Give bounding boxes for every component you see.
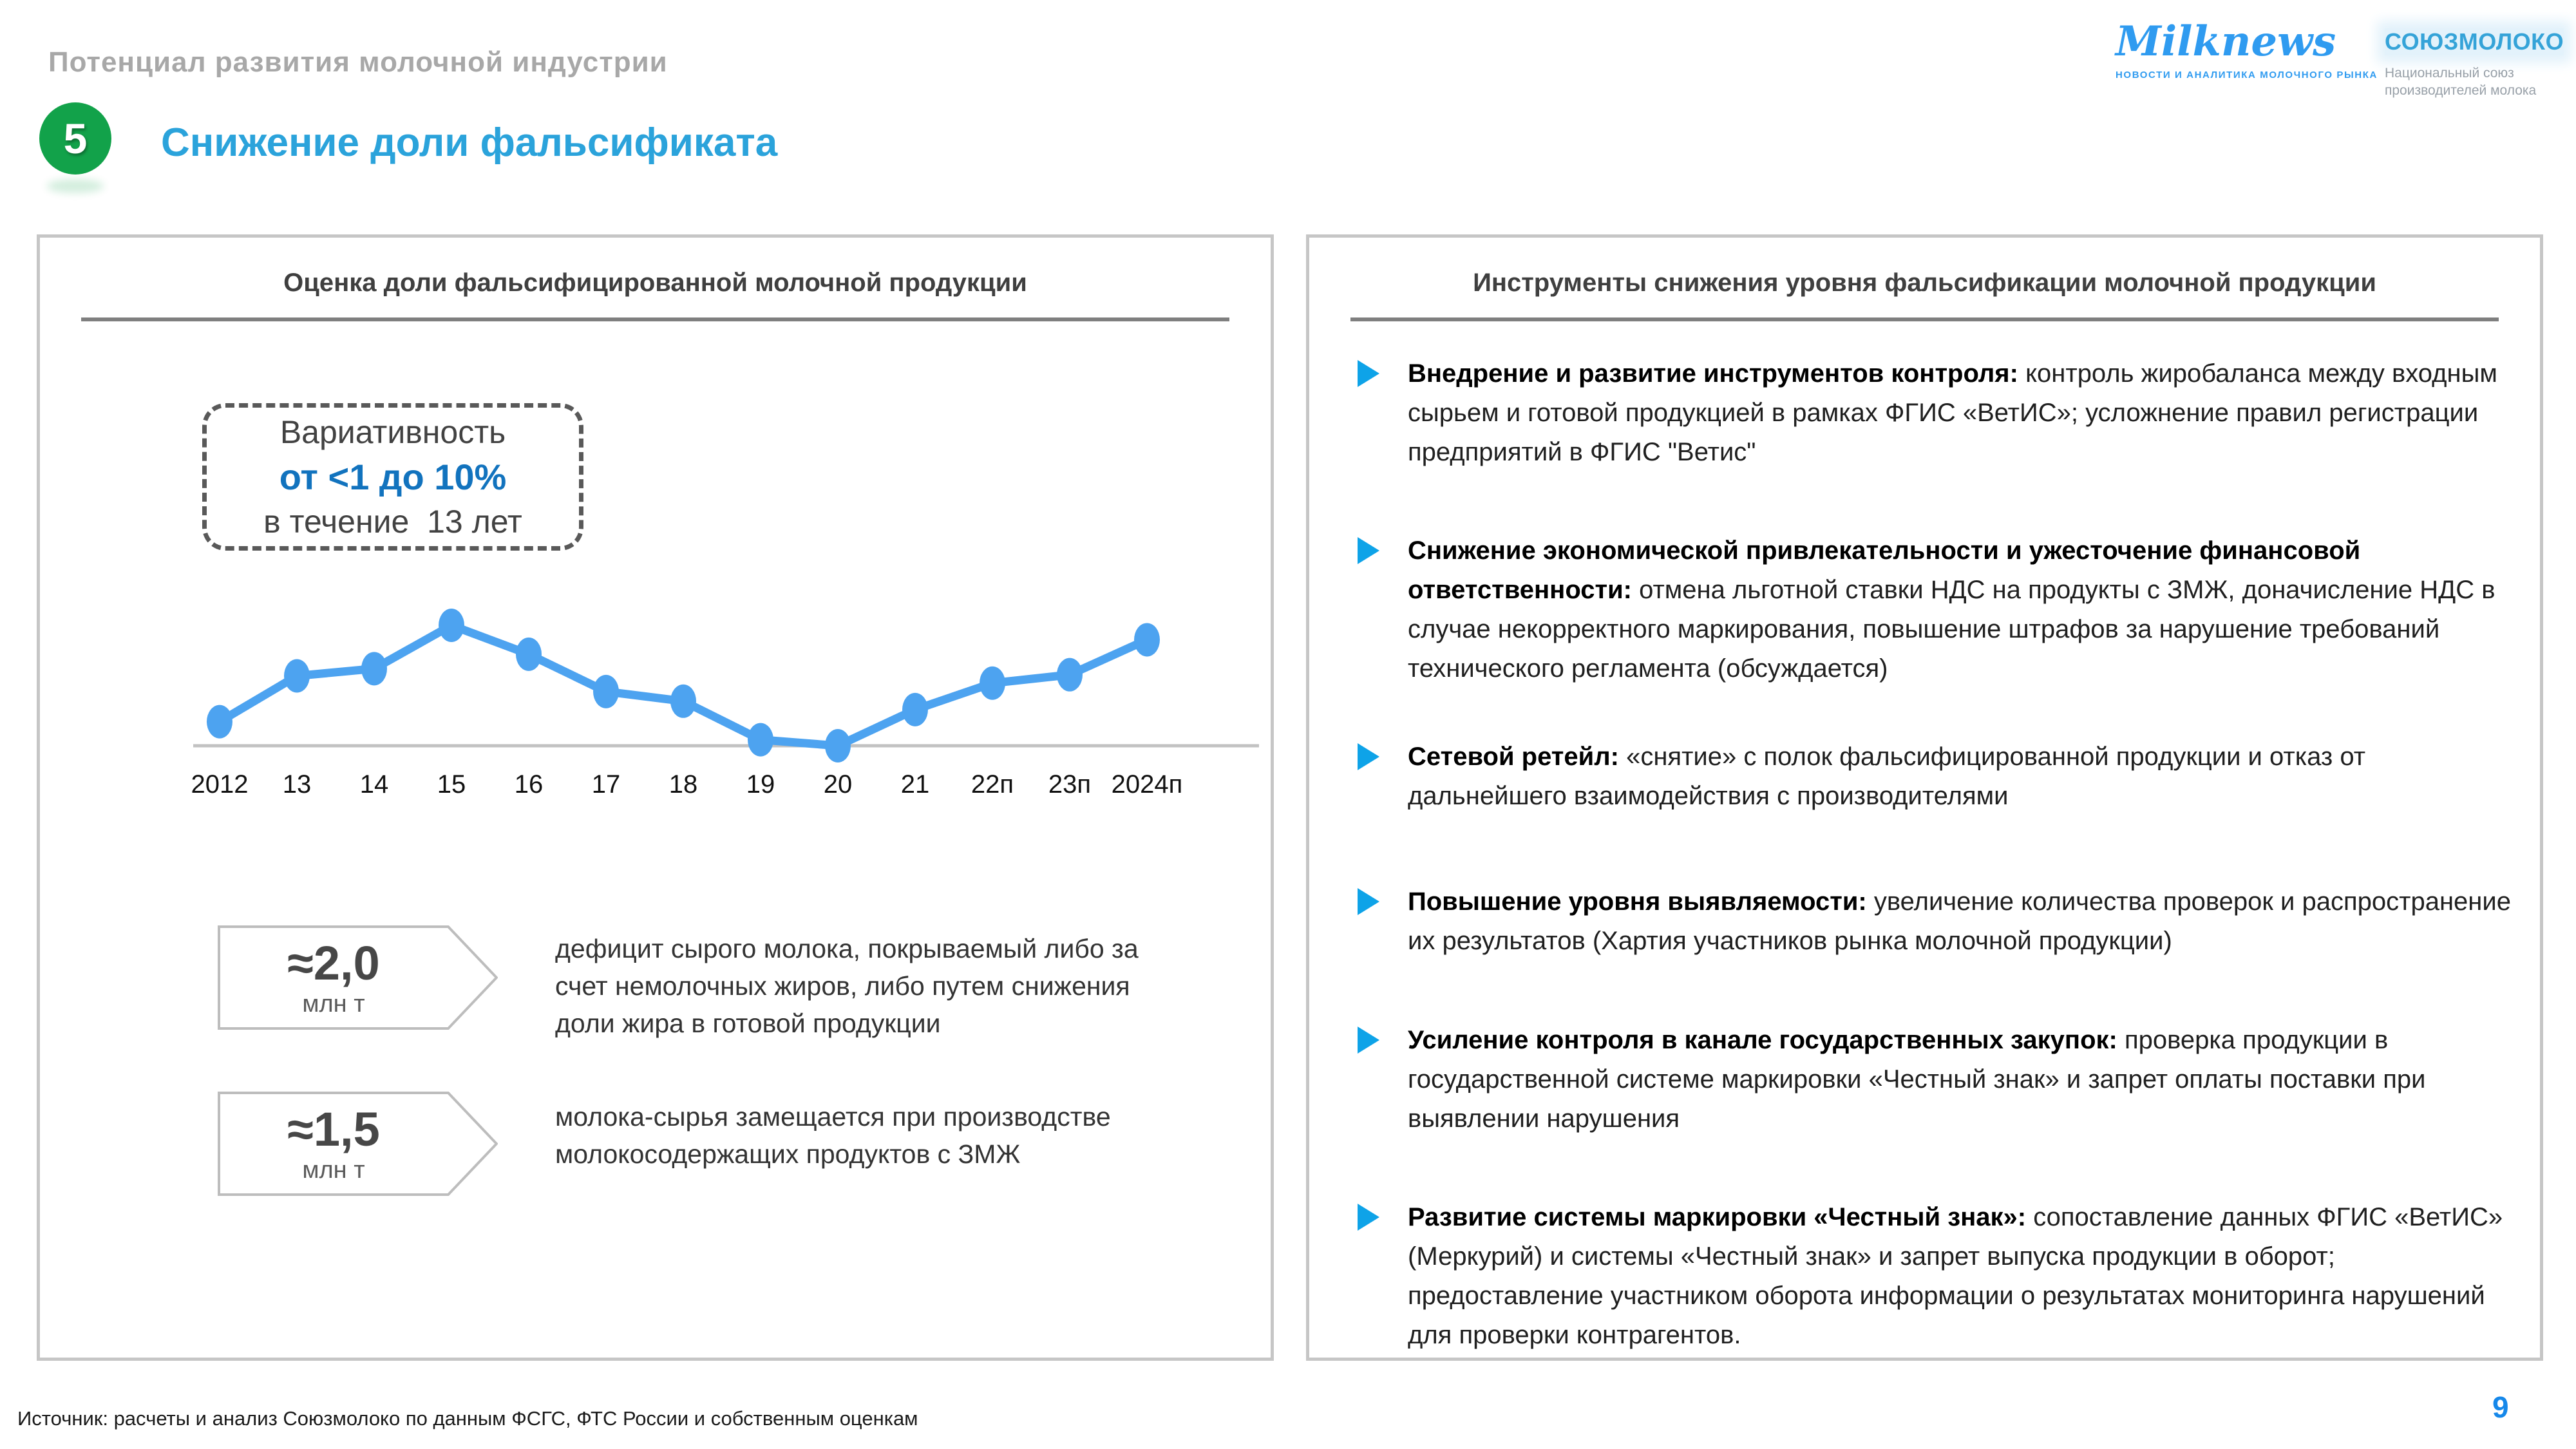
instrument-lead: Повышение уровня выявляемости: bbox=[1408, 887, 1867, 916]
chart-point-22п bbox=[980, 667, 1005, 700]
instrument-text bbox=[1408, 354, 2523, 472]
instrument-bullet bbox=[1358, 737, 2523, 816]
triangle-bullet-icon bbox=[1358, 537, 1379, 564]
source-note: Источник: расчеты и анализ Союзмолоко по данным ФСГС, ФТС России и собственным оценкам bbox=[17, 1407, 918, 1430]
left-panel-title: Оценка доли фальсифицированной молочной продукции bbox=[283, 269, 1027, 297]
instrument-detail: «снятие» с полок фальсифицированной продукции и отказ от дальнейшего взаимодействия с производителями bbox=[1408, 743, 2366, 810]
instrument-detail: увеличение количества проверок и распространение их результатов (Хартия участников рынка молочной продукции) bbox=[1408, 887, 2511, 955]
falsification-chart bbox=[40, 598, 1277, 817]
x-tick-label: 2012 bbox=[191, 770, 249, 799]
substitution-description: молока-сырья замещается при производстве молокосодержащих продуктов с ЗМЖ bbox=[555, 1102, 1111, 1169]
instrument-detail: контроль жиробаланса между входным сырьем и готовой продукцией в рамках ФГИС «ВетИС»; усложнение правил регистрации предприятий в ФГИС "Ветис" bbox=[1408, 359, 2497, 466]
substitution-value: ≈1,5 bbox=[287, 1102, 380, 1156]
instrument-lead: Усиление контроля в канале государственных закупок: bbox=[1408, 1026, 2117, 1054]
milknews-tagline: НОВОСТИ И АНАЛИТИКА МОЛОЧНОГО РЫНКА bbox=[2116, 70, 2378, 80]
instrument-detail: отмена льготной ставки НДС на продукты с ЗМЖ, доначисление НДС в случае некорректного маркирования, повышение штрафов за нарушение требований технического регламента (обсуждается) bbox=[1408, 576, 2496, 683]
soyuzmoloko-tagline-line1: Национальный союз bbox=[2385, 66, 2514, 80]
triangle-bullet-icon bbox=[1358, 1204, 1379, 1231]
chart-point-17 bbox=[593, 675, 619, 708]
instrument-text bbox=[1408, 737, 2523, 816]
instrument-lead: Снижение экономической привлекательности и ужесточение финансовой ответственности: bbox=[1408, 536, 2361, 604]
soyuzmoloko-logo bbox=[2385, 28, 2564, 99]
badge-reflection bbox=[47, 179, 104, 193]
x-tick-label: 21 bbox=[900, 770, 930, 799]
x-tick-label: 13 bbox=[282, 770, 312, 799]
deficit-description: дефицит сырого молока, покрываемый либо за счет немолочных жиров, либо путем снижения доли жира в готовой продукции bbox=[555, 934, 1139, 1038]
right-panel-divider bbox=[1350, 317, 2499, 321]
variability-period: в течение 13 лет bbox=[263, 504, 522, 540]
section-number-badge: 5 bbox=[39, 102, 111, 175]
slide-title: Снижение доли фальсификата bbox=[161, 120, 778, 165]
soyuzmoloko-wordmark: СОЮЗМОЛОКО bbox=[2385, 28, 2564, 55]
instrument-bullet bbox=[1358, 531, 2523, 688]
chart-point-14 bbox=[361, 652, 387, 685]
chart-point-20 bbox=[825, 729, 851, 762]
soyuzmoloko-tagline-line2: производителей молока bbox=[2385, 83, 2537, 98]
variability-callout-box bbox=[202, 403, 583, 551]
variability-range: от <1 до 10% bbox=[279, 457, 507, 497]
instruments-panel bbox=[1306, 234, 2543, 1361]
page-number: 9 bbox=[2492, 1390, 2509, 1424]
deficit-callout bbox=[218, 925, 498, 1030]
instrument-lead: Развитие системы маркировки «Честный знак»: bbox=[1408, 1203, 2027, 1231]
milknews-wordmark: Milknews bbox=[2116, 17, 2336, 66]
x-tick-label: 23п bbox=[1048, 770, 1092, 799]
left-panel-divider bbox=[81, 317, 1229, 321]
triangle-bullet-icon bbox=[1358, 888, 1379, 915]
chart-point-21 bbox=[902, 693, 928, 726]
triangle-bullet-icon bbox=[1358, 1027, 1379, 1054]
chart-point-23п bbox=[1057, 658, 1083, 692]
instrument-bullet bbox=[1358, 1021, 2523, 1139]
substitution-callout-content bbox=[218, 1092, 450, 1196]
deficit-unit: млн т bbox=[302, 990, 365, 1018]
x-tick-label: 20 bbox=[823, 770, 853, 799]
instrument-bullet bbox=[1358, 1198, 2523, 1355]
instrument-lead: Сетевой ретейл: bbox=[1408, 743, 1619, 771]
chart-point-19 bbox=[748, 723, 773, 757]
x-tick-label: 18 bbox=[668, 770, 698, 799]
deficit-value: ≈2,0 bbox=[287, 936, 380, 990]
chart-point-16 bbox=[516, 638, 542, 671]
instrument-detail: сопоставление данных ФГИС «ВетИС» (Меркурий) и системы «Честный знак» и запрет выпуска продукции в оборот; предоставление участником оборота информации о результатах мониторинга нарушений для проверки контрагентов. bbox=[1408, 1203, 2503, 1349]
triangle-bullet-icon bbox=[1358, 743, 1379, 770]
x-tick-label: 15 bbox=[437, 770, 466, 799]
x-tick-label: 19 bbox=[746, 770, 775, 799]
x-tick-label: 2024п bbox=[1111, 770, 1183, 799]
right-panel-title: Инструменты снижения уровня фальсификации молочной продукции bbox=[1473, 269, 2376, 297]
substitution-callout bbox=[218, 1092, 498, 1196]
x-tick-label: 17 bbox=[591, 770, 621, 799]
milknews-logo bbox=[2116, 17, 2378, 80]
chart-point-18 bbox=[670, 685, 696, 718]
variability-label: Вариативность bbox=[279, 414, 506, 450]
x-tick-label: 16 bbox=[514, 770, 544, 799]
instrument-text bbox=[1408, 531, 2523, 688]
chart-point-15 bbox=[439, 609, 464, 642]
x-tick-label: 14 bbox=[359, 770, 389, 799]
substitution-unit: млн т bbox=[302, 1156, 365, 1184]
instrument-bullet bbox=[1358, 354, 2523, 472]
deck-title: Потенциал развития молочной индустрии bbox=[48, 46, 668, 78]
triangle-bullet-icon bbox=[1358, 360, 1379, 387]
instrument-text bbox=[1408, 882, 2523, 961]
deficit-callout-content bbox=[218, 925, 450, 1030]
chart-point-2024п bbox=[1134, 623, 1160, 656]
instrument-text bbox=[1408, 1198, 2523, 1355]
falsification-estimate-panel bbox=[37, 234, 1274, 1361]
chart-point-13 bbox=[284, 659, 310, 693]
instrument-lead: Внедрение и развитие инструментов контроля: bbox=[1408, 359, 2018, 388]
soyuzmoloko-tagline bbox=[2385, 64, 2546, 99]
chart-point-2012 bbox=[207, 705, 232, 739]
instrument-detail: проверка продукции в государственной системе маркировки «Честный знак» и запрет оплаты поставки при выявлении нарушения bbox=[1408, 1026, 2426, 1133]
instrument-bullet bbox=[1358, 882, 2523, 961]
x-tick-label: 22п bbox=[971, 770, 1014, 799]
instrument-text bbox=[1408, 1021, 2523, 1139]
